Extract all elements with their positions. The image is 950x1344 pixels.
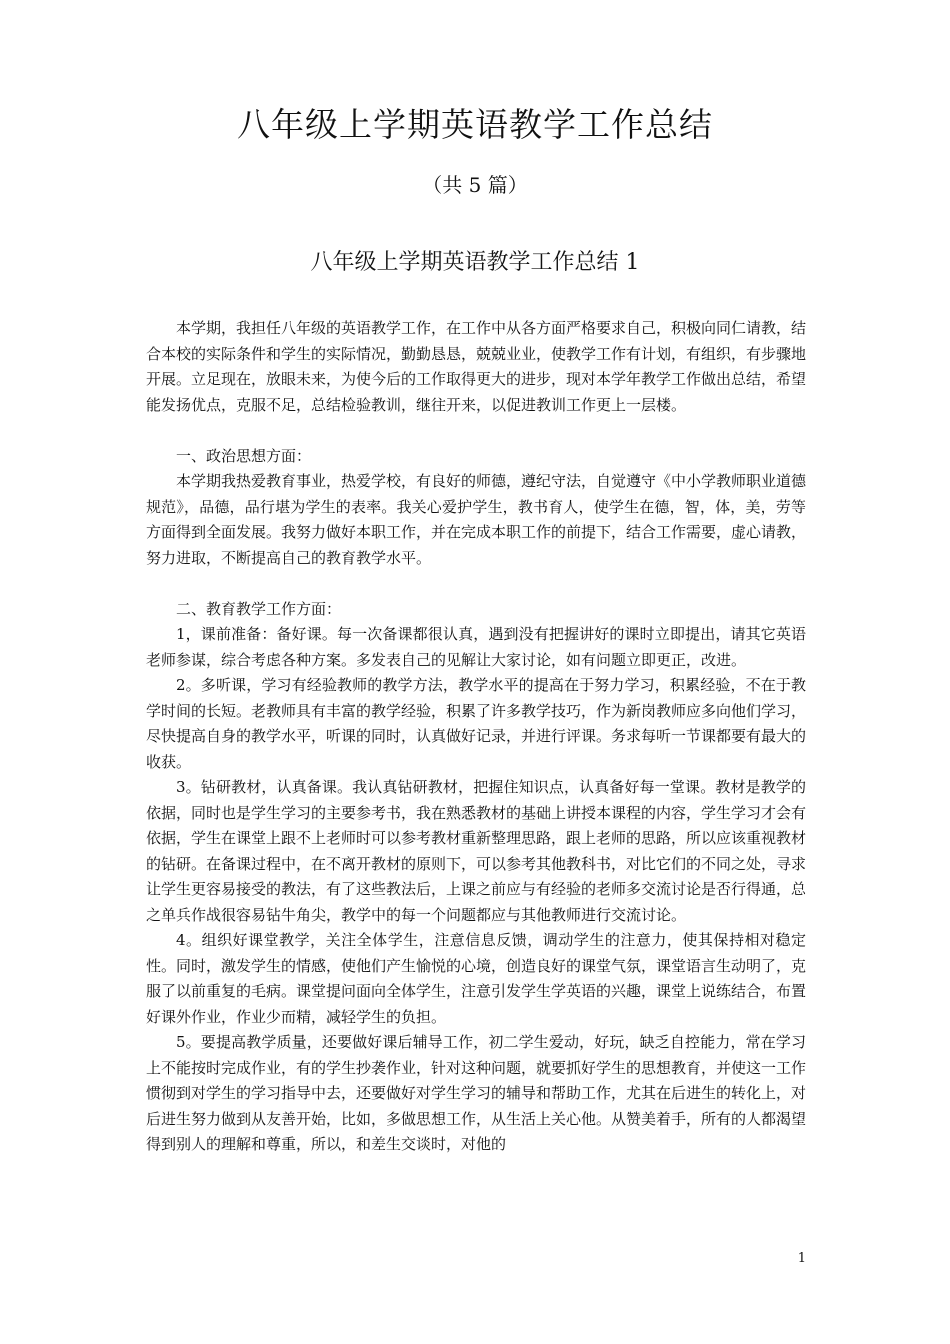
intro-paragraph: 本学期，我担任八年级的英语教学工作，在工作中从各方面严格要求自己，积极向同仁请教，结合本校的实际条件和学生的实际情况，勤勤恳恳，兢兢业业，使教学工作有计划，有组织，有步骤地开展。立足现在，放眼未来，为使今后的工作取得更大的进步，现对本学年教学工作做出总结，希望能发扬优点，克服不足，总结检验教训，继往开来，以促进教训工作更上一层楼。 bbox=[146, 319, 807, 414]
teaching-item-3: 3。钻研教材，认真备课。我认真钻研教材，把握住知识点，认真备好每一堂课。教材是教学的依据，同时也是学生学习的主要参考书，我在熟悉教材的基础上讲授本课程的内容，学生学习才会有依据，学生在课堂上跟不上老师时可以参考教材重新整理思路，跟上老师的思路，所以应该重视教材的钻研。在备课过程中，在不离开教材的原则下，可以参考其他教科书，对比它们的不同之处，寻求让学生更容易接受的教法，有了这些教法后，上课之前应与有经验的老师多交流讨论是否行得通，总之单兵作战很容易钻牛角尖，教学中的每一个问题都应与其他教师进行交流讨论。 bbox=[146, 778, 807, 924]
teaching-item-1: 1，课前准备：备好课。每一次备课都很认真，遇到没有把握讲好的课时立即提出，请其它英语老师参谋，综合考虑各种方案。多发表自己的见解让大家讨论，如有问题立即更正，改进。 bbox=[146, 625, 806, 669]
section-title: 八年级上学期英语教学工作总结 1 bbox=[310, 250, 640, 275]
document-subtitle: （共 5 篇） bbox=[422, 173, 528, 197]
document-title: 八年级上学期英语教学工作总结 bbox=[237, 105, 713, 144]
page-number: 1 bbox=[797, 1251, 806, 1266]
document-body bbox=[146, 316, 806, 1158]
paragraph-gap bbox=[146, 418, 806, 444]
teaching-item-4: 4。组织好课堂教学，关注全体学生，注意信息反馈，调动学生的注意力，使其保持相对稳定性。同时，激发学生的情感，使他们产生愉悦的心境，创造良好的课堂气氛，课堂语言生动明了，克服了以前重复的毛病。课堂提问面向全体学生，注意引发学生学英语的兴趣，课堂上说练结合，布置好课外作业，作业少而精，减轻学生的负担。 bbox=[146, 931, 807, 1026]
political-paragraph: 本学期我热爱教育事业，热爱学校，有良好的师德，遵纪守法，自觉遵守《中小学教师职业道德规范》，品德，品行堪为学生的表率。我关心爱护学生，教书育人，使学生在德，智，体，美，劳等方面得到全面发展。我努力做好本职工作，并在完成本职工作的前提下，结合工作需要，虚心请教，努力进取，不断提高自己的教育教学水平。 bbox=[146, 472, 807, 567]
teaching-item-2: 2。多听课，学习有经验教师的教学方法，教学水平的提高在于努力学习，积累经验，不在于教学时间的长短。老教师具有丰富的教学经验，积累了许多教学技巧，作为新岗教师应多向他们学习，尽快提高自身的教学水平，听课的同时，认真做好记录，并进行评课。务求每听一节课都要有最大的收获。 bbox=[146, 676, 807, 771]
paragraph-gap bbox=[146, 571, 806, 597]
heading-teaching: 二、教育教学工作方面： bbox=[176, 599, 342, 618]
teaching-item-5: 5。要提高教学质量，还要做好课后辅导工作，初二学生爱动，好玩，缺乏自控能力，常在学习上不能按时完成作业，有的学生抄袭作业，针对这种问题，就要抓好学生的思想教育，并使这一工作惯彻到对学生的学习指导中去，还要做好对学生学习的辅导和帮助工作，尤其在后进生的转化上，对后进生努力做到从友善开始，比如，多做思想工作，从生活上关心他。从赞美着手，所有的人都渴望得到别人的理解和尊重，所以，和差生交谈时，对他的 bbox=[146, 1033, 807, 1153]
heading-political: 一、政治思想方面： bbox=[176, 446, 312, 465]
